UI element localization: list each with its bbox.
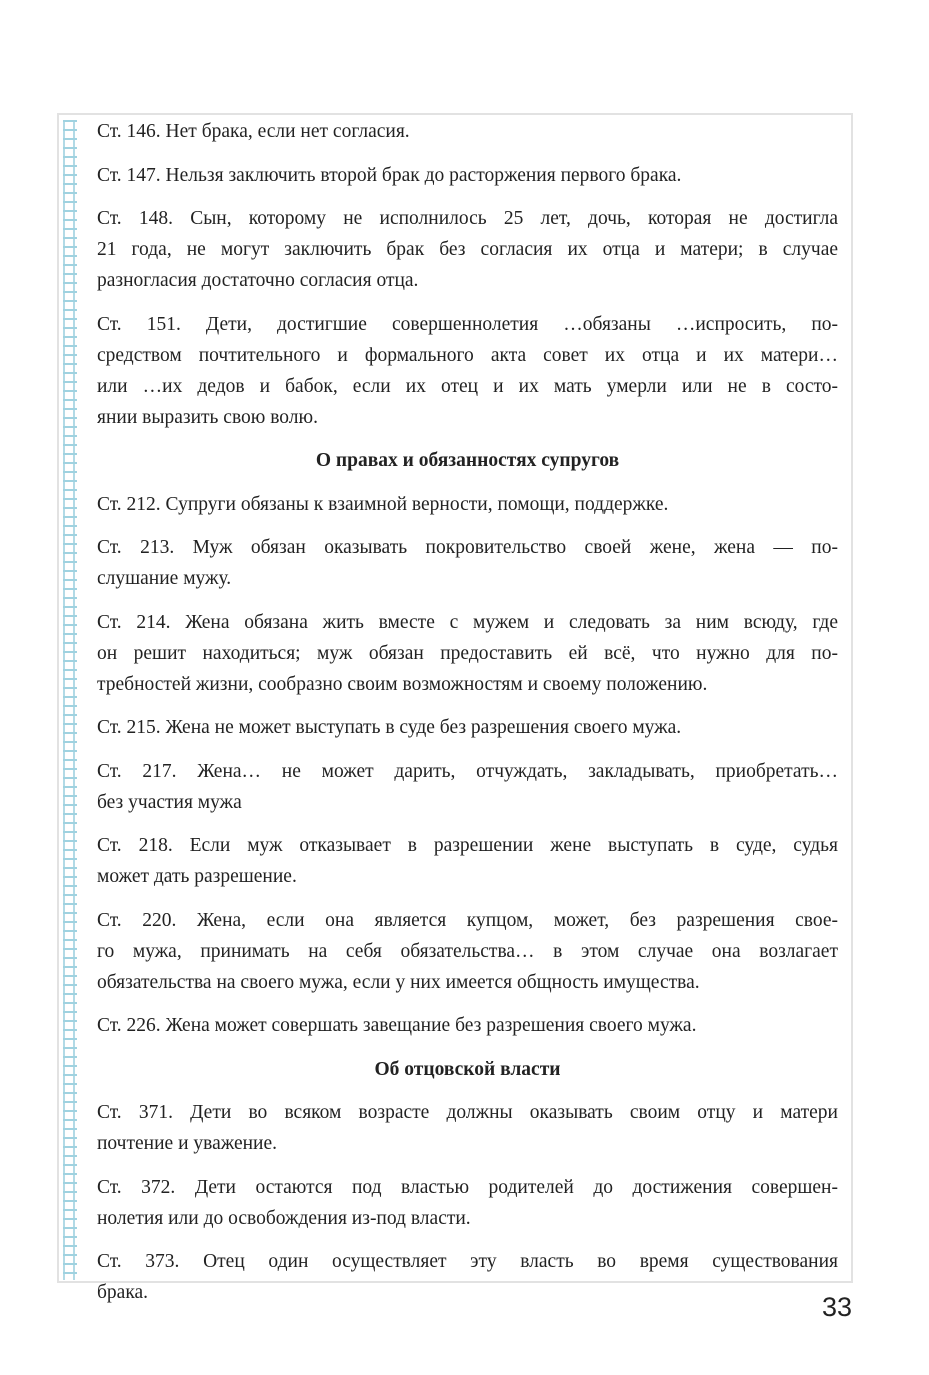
text-line: Ст. 215. Жена не может выступать в суде без разрешения своего мужа. [97,717,682,738]
article-paragraph [97,160,838,191]
text-line: Ст. 151. Дети, достигшие совершеннолетия …обязаны …испросить, по- [97,313,838,335]
article-paragraph [97,607,838,700]
text-line: го мужа, принимать на себя обязательства… в этом случае она возлагает [97,940,838,962]
article-paragraph [97,756,838,818]
text-line: Ст. 217. Жена… не может дарить, отчуждать, закладывать, приобретать… [97,760,838,782]
text-line: слушание мужу. [97,568,232,589]
article-paragraph [97,830,838,892]
text-line: брака. [97,1282,149,1303]
page-number: 33 [822,1292,853,1322]
text-line: Ст. 147. Нельзя заключить второй брак до расторжения первого брака. [97,164,682,186]
text-line: Ст. 146. Нет брака, если нет согласия. [97,121,410,142]
text-line: Ст. 226. Жена может совершать завещание без разрешения своего мужа. [97,1015,697,1036]
article-paragraph [97,309,838,433]
document-body [97,116,838,1321]
text-line: Ст. 214. Жена обязана жить вместе с мужем и следовать за ним всюду, где [97,611,838,633]
section-heading: Об отцовской власти [374,1058,561,1080]
text-line: Ст. 218. Если муж отказывает в разрешении жене выступать в суде, судья [97,835,838,856]
article-paragraph [97,532,838,594]
text-line: обязательства на своего мужа, если у них имеется общность имущества. [97,971,700,993]
article-paragraph [97,1010,838,1041]
text-line: Ст. 373. Отец один осуществляет эту власть во время существования [97,1251,838,1272]
text-line: Ст. 212. Супруги обязаны к взаимной верности, помощи, поддержке. [97,493,669,515]
text-line: без участия мужа [97,791,242,813]
article-paragraph [97,712,838,743]
text-line: он решит находиться; муж обязан предоставить ей всё, что нужно для по- [97,642,838,664]
text-line: или …их дедов и бабок, если их отец и их мать умерли или не в состо- [97,375,838,397]
article-paragraph [97,1246,838,1308]
text-line: может дать разрешение. [97,866,297,887]
article-paragraph [97,489,838,520]
article-paragraph [97,1097,838,1159]
text-line: Ст. 213. Муж обязан оказывать покровительство своей жене, жена — по- [97,537,838,558]
text-line: почтение и уважение. [97,1133,278,1154]
text-line: Ст. 372. Дети остаются под властью родителей до достижения совершен- [97,1176,838,1198]
text-line: нолетия или до освобождения из-под власти. [97,1207,471,1229]
article-paragraph [97,116,838,147]
decorative-border-strip [63,120,77,1280]
article-paragraph [97,203,838,296]
article-paragraph [97,905,838,998]
text-line: Ст. 220. Жена, если она является купцом, может, без разрешения свое- [97,909,838,931]
text-line: средством почтительного и формального акта совет их отца и их матери… [97,344,838,366]
text-line: Ст. 371. Дети во всяком возрасте должны оказывать своим отцу и матери [97,1102,838,1123]
text-line: 21 года, не могут заключить брак без согласия их отца и матери; в случае [97,239,838,260]
section-heading: О правах и обязанностях супругов [315,450,620,471]
article-paragraph [97,1172,838,1234]
text-line: Ст. 148. Сын, которому не исполнилось 25 лет, дочь, которая не достигла [97,208,838,229]
text-line: разногласия достаточно согласия отца. [97,270,419,291]
text-line: янии выразить свою волю. [97,406,318,428]
text-line: требностей жизни, сообразно своим возможностям и своему положению. [97,673,708,695]
